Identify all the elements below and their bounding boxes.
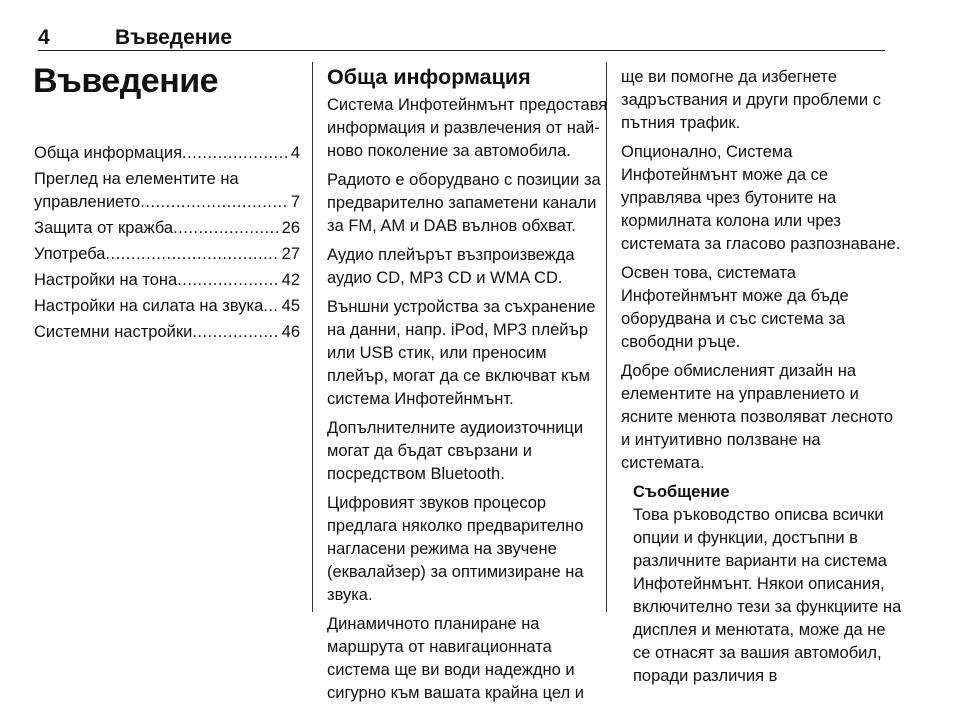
toc-label: Настройки на силата на звука (34, 297, 264, 315)
toc-label: Защита от кражба (34, 219, 174, 237)
text-column-right (621, 66, 903, 688)
chapter-title: Въведение (33, 62, 219, 100)
toc-entry[interactable] (34, 217, 300, 240)
toc-label: Настройки на тона (34, 271, 178, 289)
toc-label: Обща информация (34, 144, 183, 162)
toc-entry[interactable] (34, 321, 300, 344)
paragraph: Цифровият звуков процесор предлага няколко предварително нагласени режима на звучене (еквалайзер) за оптимизиране на звука. (327, 494, 584, 604)
toc-leader (140, 191, 289, 214)
text-column-middle (327, 62, 609, 711)
running-title: Въведение (115, 26, 233, 49)
toc-page: 26 (281, 219, 300, 237)
toc-entry[interactable] (34, 295, 300, 318)
note-title: Съобщение (633, 483, 730, 501)
toc-page: 4 (290, 144, 300, 162)
toc-page: 45 (281, 297, 300, 315)
note-box (633, 481, 903, 688)
toc-leader (192, 321, 279, 344)
paragraph: Допълнителните аудиоизточници могат да бъдат свързани и посредством Bluetooth. (327, 419, 584, 483)
toc-page: 42 (281, 271, 300, 289)
paragraph: Външни устройства за съхранение на данни, напр. iPod, MP3 плейър или USB стик, или преносим плейър, могат да се включват към система Инфотейнмънт. (327, 298, 596, 408)
note-text: Това ръководство описва всички опции и функции, достъпни в различните варианти на система Инфотейнмънт. Някои описания, включително тези за функциите на дисплея и менютата, може да не се отнасят за вашия автомобил, поради различия в (633, 506, 902, 685)
paragraph: Система Инфотейнмънт предоставя информация и развлечения от най-ново поколение за автомобила. (327, 96, 608, 160)
toc-label: Преглед на елементите на (34, 170, 239, 188)
toc-label: управлението (34, 193, 141, 211)
paragraph-continuation: ще ви помогне да избегнете задръствания и други проблеми с пътния трафик. (621, 68, 881, 132)
toc-entry[interactable] (34, 168, 300, 214)
header-rule (38, 50, 885, 51)
paragraph: Добре обмисленият дизайн на елементите на управлението и ясните менюта позволяват лесното и интуитивно ползване на системата. (621, 362, 893, 472)
toc-label: Системни настройки (34, 323, 193, 341)
section-heading: Обща информация (327, 65, 531, 89)
paragraph: Освен това, системата Инфотейнмънт може да бъде оборудвана и със система за свободни ръце. (621, 264, 849, 351)
toc-entry[interactable] (34, 243, 300, 266)
column-divider (312, 62, 313, 612)
toc-label: Употреба (34, 245, 106, 263)
toc-entry[interactable] (34, 269, 300, 292)
page-number: 4 (38, 26, 50, 49)
toc-page: 7 (290, 193, 300, 211)
toc-leader (182, 142, 289, 165)
toc-leader (263, 295, 279, 318)
toc-page: 27 (281, 245, 300, 263)
paragraph: Аудио плейърът възпроизвежда аудио CD, MP3 CD и WMA CD. (327, 246, 575, 287)
toc-entry[interactable] (34, 142, 300, 165)
paragraph: Радиото е оборудвано с позиции за предварително запаметени канали за FM, AM и DAB вълнов обхват. (327, 171, 601, 235)
table-of-contents (34, 142, 300, 347)
toc-leader (105, 243, 279, 266)
paragraph-continued: Динамичното планиране на маршрута от навигационната система ще ви води надеждно и сигурно към вашата крайна цел и (327, 615, 584, 702)
toc-leader (173, 217, 280, 240)
paragraph: Опционално, Система Инфотейнмънт може да се управлява чрез бутоните на кормилната колона или чрез системата за гласово разпознаване. (621, 143, 901, 253)
toc-page: 46 (281, 323, 300, 341)
toc-leader (177, 269, 279, 292)
page-header (38, 26, 885, 52)
